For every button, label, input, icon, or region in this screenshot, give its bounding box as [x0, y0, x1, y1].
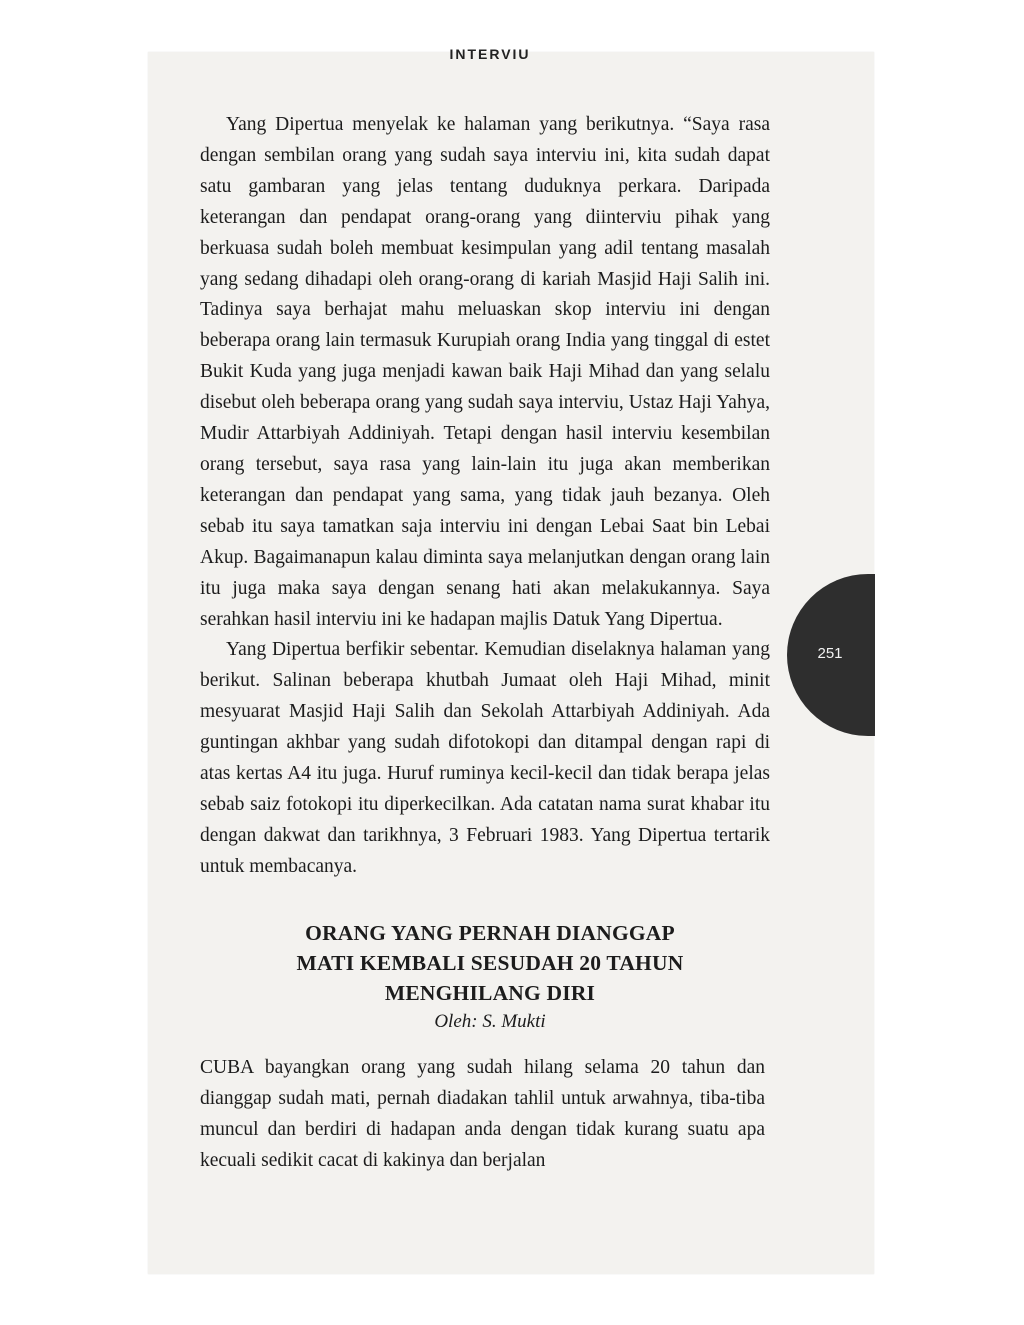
- running-head: INTERVIU: [449, 46, 531, 62]
- article-title-line-3: MENGHILANG DIRI: [384, 981, 596, 1005]
- page-number: 251: [817, 645, 843, 662]
- body-paragraph-1: Yang Dipertua menyelak ke halaman yang berikutnya. “Saya rasa dengan sembilan orang yang sudah saya interviu ini, kita sudah dapat satu gambaran yang jelas tentang duduknya perkara. Daripada keterangan dan pendapat orang-orang yang diinterviu pihak yang berkuasa sudah boleh membuat kesimpulan yang adil tentang masalah yang sedang dihadapi oleh orang-orang di kariah Masjid Haji Salih ini. Tadinya saya berhajat mahu meluaskan skop interviu ini dengan beberapa orang lain termasuk Kurupiah orang India yang tinggal di estet Bukit Kuda yang juga menjadi kawan baik Haji Mihad dan yang selalu disebut oleh beberapa orang yang sudah saya interviu, Ustaz Haji Yahya, Mudir Attarbiyah Addiniyah. Tetapi dengan hasil interviu kesembilan orang tersebut, saya rasa yang lain-lain itu juga akan memberikan keterangan dan pendapat yang sama, yang tidak jauh bezanya. Oleh sebab itu saya tamatkan saja interviu ini dengan Lebai Saat bin Lebai Akup. Bagaimanapun kalau diminta saya melanjutkan dengan orang lain itu juga maka saya dengan senang hati akan melakukannya. Saya serahkan hasil interviu ini ke hadapan majlis Datuk Yang Dipertua.: [200, 114, 770, 630]
- article-byline: Oleh: S. Mukti: [434, 1011, 546, 1032]
- article-heading: [200, 918, 780, 1036]
- body-text: [200, 110, 770, 883]
- article-title-line-1: ORANG YANG PERNAH DIANGGAP: [305, 921, 675, 945]
- article-title-line-2: MATI KEMBALI SESUDAH 20 TAHUN: [296, 951, 684, 975]
- body-paragraph-2: Yang Dipertua berfikir sebentar. Kemudian diselaknya halaman yang berikut. Salinan beberapa khutbah Jumaat oleh Haji Mihad, minit mesyuarat Masjid Haji Salih dan Sekolah Attarbiyah Addiniyah. Ada guntingan akhbar yang sudah difotokopi dan ditampal dengan rapi di atas kertas A4 itu juga. Huruf ruminya kecil-kecil dan tidak berapa jelas sebab saiz fotokopi itu diperkecilkan. Ada catatan nama surat khabar itu dengan dakwat dan tarikhnya, 3 Februari 1983. Yang Dipertua tertarik untuk membacanya.: [200, 639, 770, 877]
- article-lead: [200, 1052, 765, 1176]
- article-lead-paragraph: CUBA bayangkan orang yang sudah hilang selama 20 tahun dan dianggap sudah mati, pernah diadakan tahlil untuk arwahnya, tiba-tiba muncul dan berdiri di hadapan anda dengan tidak kurang suatu apa kecuali sedikit cacat di kakinya dan berjalan: [200, 1057, 765, 1171]
